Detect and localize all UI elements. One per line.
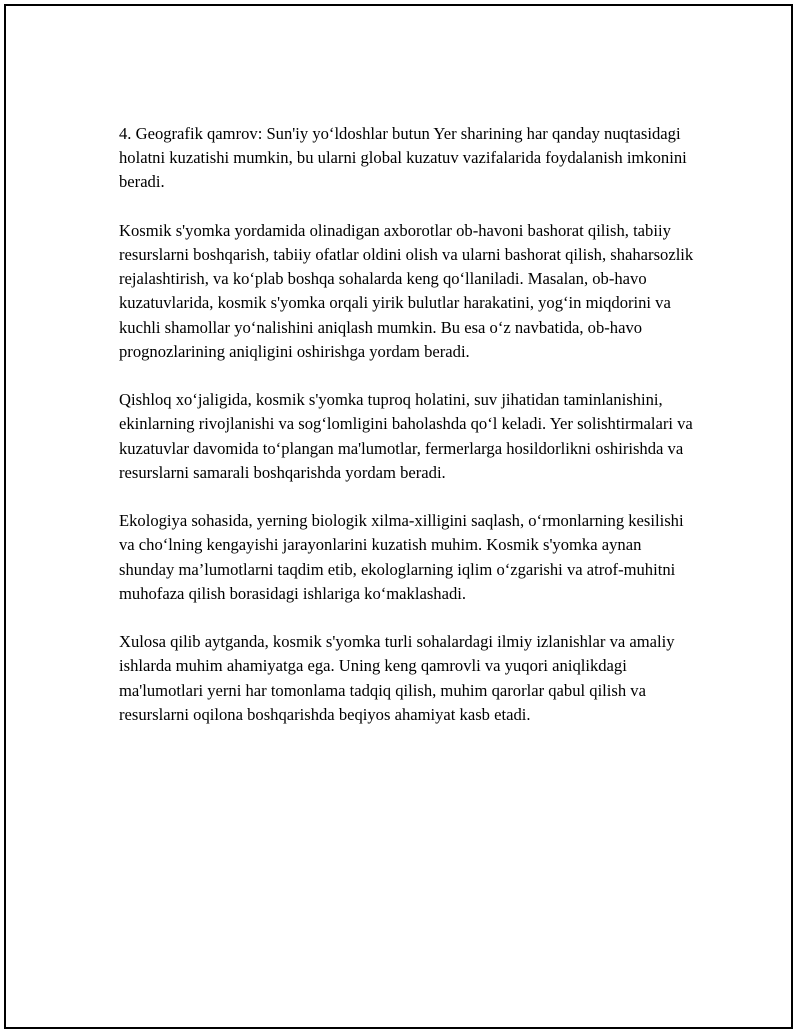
paragraph-geographic-coverage: 4. Geografik qamrov: Sun'iy yo‘ldoshlar butun Yer sharining har qanday nuqtasidagi holatni kuzatishi mumkin, bu ularni global kuzatuv vazifalarida foydalanish imkonini beradi. (119, 124, 687, 192)
paragraph-conclusion: Xulosa qilib aytganda, kosmik s'yomka turli sohalardagi ilmiy izlanishlar va amaliy ishlarda muhim ahamiyatga ega. Uning keng qamrovli va yuqori aniqlikdagi ma'lumotlari yerni har tomonlama tadqiq qilish, muhim qarorlar qabul qilish va resurslarni oqilona boshqarishda beqiyos ahamiyat kasb etadi. (119, 632, 675, 724)
paragraph-agriculture: Qishloq xo‘jaligida, kosmik s'yomka tuproq holatini, suv jihatidan taminlanishini, ekinlarning rivojlanishi va sog‘lomligini baholashda qo‘l keladi. Yer solishtirmalari va kuzatuvlar davomida to‘plangan ma'lumotlar, fermerlarga hosildorlikni oshirishda va resurslarni samarali boshqarishda yordam beradi. (119, 390, 693, 482)
paragraph-ecology: Ekologiya sohasida, yerning biologik xilma-xilligini saqlash, o‘rmonlarning kesilishi va cho‘lning kengayishi jarayonlarini kuzatish muhim. Kosmik s'yomka aynan shunday ma’lumotlarni taqdim etib, ekologlarning iqlim o‘zgarishi va atrof-muhitni muhofaza qilish borasidagi ishlariga ko‘maklashadi. (119, 511, 684, 603)
document-body (119, 122, 699, 727)
document-page (4, 4, 793, 1029)
paragraph-information-uses: Kosmik s'yomka yordamida olinadigan axborotlar ob-havoni bashorat qilish, tabiiy resurslarni boshqarish, tabiiy ofatlar oldini olish va ularni bashorat qilish, shaharsozlik rejalashtirish, va ko‘plab boshqa sohalarda keng qo‘llaniladi. Masalan, ob-havo kuzatuvlarida, kosmik s'yomka orqali yirik bulutlar harakatini, yog‘in miqdorini va kuchli shamollar yo‘nalishini aniqlash mumkin. Bu esa o‘z navbatida, ob-havo prognozlarining aniqligini oshirishga yordam beradi. (119, 220, 694, 361)
